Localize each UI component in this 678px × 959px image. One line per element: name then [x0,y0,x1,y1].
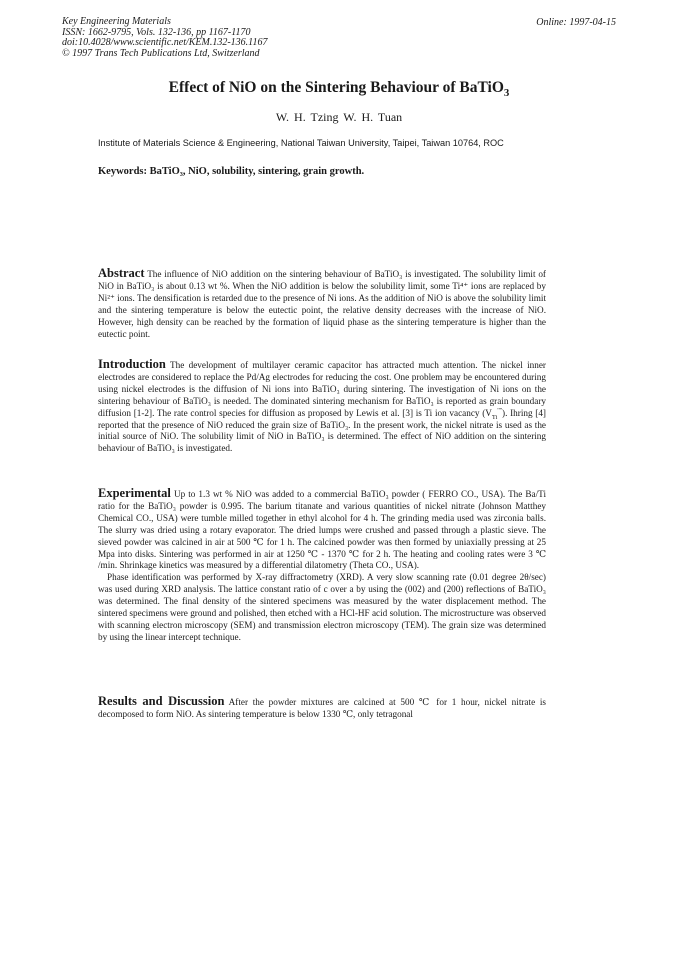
author-list: W. H. Tzing W. H. Tuan [275,110,403,124]
keywords [98,166,364,177]
affiliation: Institute of Materials Science & Engineering, National Taiwan University, Taipei, Taiwan 10764, ROC [98,138,504,148]
introduction-body: The development of multilayer ceramic capacitor has attracted much attention. The nickel inner electrodes are considered to replace the Pd/Ag electrodes for reducing the cost. One problem may be encountered during using nickel electrodes is the diffusion of Ni ions into BaTiO₃ during sintering. The investigation of Ni ions on the sintering behaviour of BaTiO₃ is needed. The dominated sintering mechanism for BaTiO₃ is reported as grain boundary diffusion [1-2]. The rate control species for diffusion as proposed by Lewis et al. [3] is Ti ion vacancy (V [98,360,546,418]
paper-title-text: Effect of NiO on the Sintering Behaviour of BaTiO [168,79,504,96]
experimental-heading: Experimental [98,486,171,500]
introduction-section [98,359,546,455]
results-heading: Results and Discussion [98,694,225,708]
experimental-paragraph-2: Phase identification was performed by X-ray diffractometry (XRD). A very slow scanning rate (0.01 degree 2θ/sec) was used during XRD analysis. The lattice constant ratio of c over a by using the (002) and (200) reflections of BaTiO₃ was determined. The final density of the sintered specimens was measured by the water displacement method. The sintered specimens were ground and polished, then etched with a HCl-HF acid solution. The microstructure was observed with scanning electron microscopy (SEM) and transmission electron microscopy (TEM). The grain size was determined by using the linear intercept technique. [98,572,546,642]
online-date: Online: 1997-04-15 [536,17,616,28]
experimental-body: Up to 1.3 wt % NiO was added to a commercial BaTiO₃ powder ( FERRO CO., USA). The Ba/Ti ratio for the BaTiO₃ powder is 0.995. The barium titanate and various quantities of nickel nitrate (Johnson Matthey Chemical CO., USA) were tumble milled together in ethyl alcohol for 4 h. The grinding media used was zirconia balls. The slurry was dried using a rotary evaporator. The dried lumps were crushed and passed through a plastic sieve. The sieved powder was calcined in air at 500 ℃ for 1 h. The calcined powder was then formed by uniaxially pressing at 25 Mpa into disks. Sintering was performed in air at 1250 ℃ - 1370 ℃ for 2 h. The heating and cooling rates were 3 ℃ /min. Shrinkage kinetics was measured by a differential dilatometry (Theta CO., USA). [98,489,546,571]
results-section [98,696,546,721]
abstract-section [98,268,546,340]
copyright-line: © 1997 Trans Tech Publications Ltd, Switzerland [62,47,260,59]
results-body: After the powder mixtures are calcined at 500 ℃ for 1 hour, nickel nitrate is decomposed to form NiO. As sintering temperature is below 1330 ℃, only tetragonal [98,697,546,719]
abstract-heading: Abstract [98,266,145,280]
introduction-body-rest: ). Ihring [4] reported that the presence of NiO reduced the grain size of BaTiO₃. In the present work, the nickel nitrate is used as the initial source of NiO. The solubility limit of NiO in BaTiO₃ is determined. The effect of NiO addition on the sintering behaviour of BaTiO₃ is investigated. [98,407,546,454]
title-subscript: 3 [503,87,510,100]
doi-line[interactable]: doi:10.4028/www.scientific.net/KEM.132-136.1167 [62,37,268,48]
keywords-text: Keywords: BaTiO₃, NiO, solubility, sintering, grain growth. [98,166,365,177]
introduction-heading: Introduction [98,357,166,371]
publication-header [62,17,267,59]
journal-name: Key Engineering Materials [62,16,171,27]
issn-line: ISSN: 1662-9795, Vols. 132-136, pp 1167-1170 [62,26,251,38]
paper-title [0,79,678,100]
experimental-section [98,488,546,644]
vacancy-subscript: Ti [491,413,498,421]
abstract-body: The influence of NiO addition on the sintering behaviour of BaTiO₃ is investigated. The solubility limit of NiO in BaTiO₃ is about 0.13 wt %. When the NiO addition is below the solubility limit, some Ti⁴⁺ ions are replaced by Ni²⁺ ions. The densification is retarded due to the presence of Ni ions. As the addition of NiO is above the solubility limit and the sintering temperature is below the eutectic point, the relative density decreases with the increase of NiO. However, high density can be reached by the formation of liquid phase as the sintering temperature is higher than the eutectic point. [98,269,546,339]
vacancy-superscript: '''' [497,406,503,414]
